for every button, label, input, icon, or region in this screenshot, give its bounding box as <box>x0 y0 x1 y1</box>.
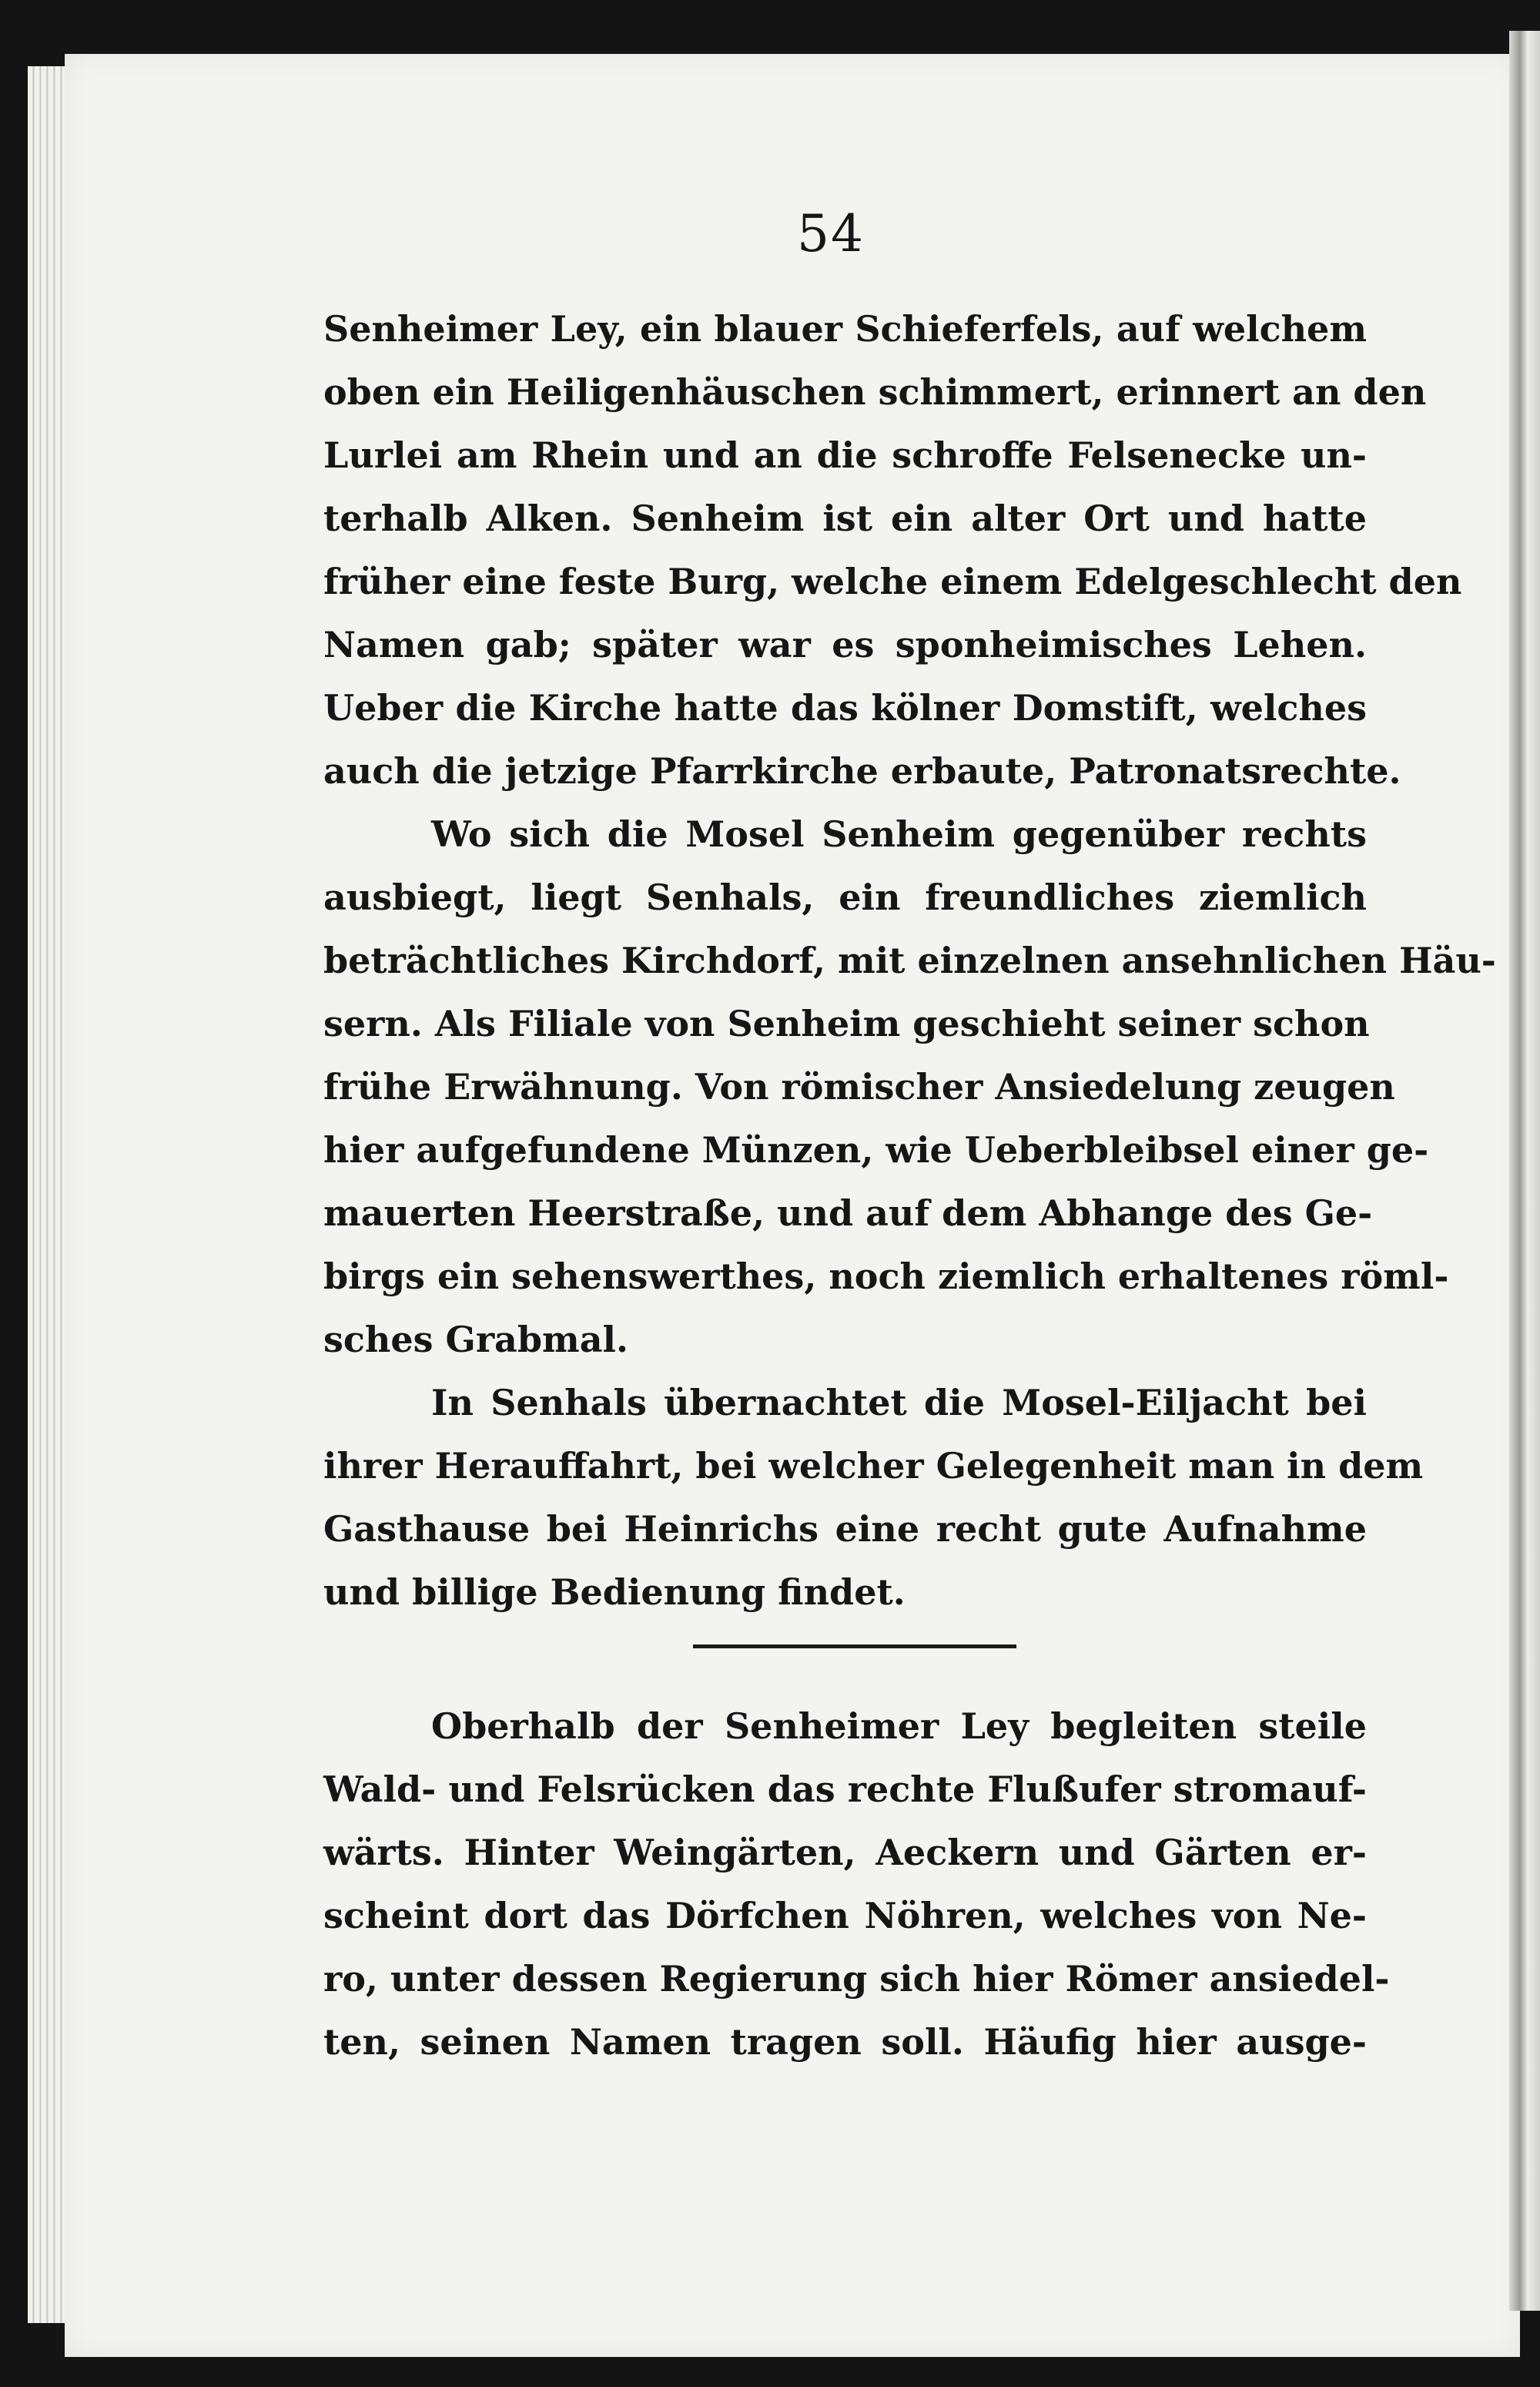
text-line: Wo sich die Mosel Senheim gegenüber rechts <box>431 813 1367 855</box>
text-line: sern. Als Filiale von Senheim geschieht seiner schon <box>323 1003 1370 1044</box>
text-line: Lurlei am Rhein und an die schroffe Felsenecke un- <box>323 434 1367 476</box>
text-line: mauerten Heerstraße, und auf dem Abhange des Ge- <box>323 1192 1373 1234</box>
text-line: Namen gab; später war es sponheimisches Lehen. <box>323 624 1367 665</box>
text-line: oben ein Heiligenhäuschen schimmert, erinnert an den <box>323 371 1427 413</box>
paragraph-4 <box>323 1695 1390 2074</box>
page-stack-edges <box>28 66 69 2323</box>
text-line: beträchtliches Kirchdorf, mit einzelnen ansehnlichen Häu- <box>323 940 1496 981</box>
text-line: früher eine feste Burg, welche einem Edelgeschlecht den <box>323 561 1462 602</box>
text-line: In Senhals übernachtet die Mosel-Eiljacht bei <box>431 1382 1367 1423</box>
text-line: Ueber die Kirche hatte das kölner Domstift, welches <box>323 687 1367 729</box>
page-number: 54 <box>797 204 865 263</box>
text-line: scheint dort das Dörfchen Nöhren, welches von Ne- <box>323 1895 1367 1936</box>
text-line: hier aufgefundene Münzen, wie Ueberbleibsel einer ge- <box>323 1129 1429 1171</box>
adjacent-page-edge <box>1509 31 1540 2311</box>
text-line: ausbiegt, liegt Senhals, ein freundliches ziemlich <box>323 877 1367 918</box>
text-line: sches Grabmal. <box>323 1319 628 1360</box>
paragraph-3 <box>323 1371 1424 1624</box>
text-line: und billige Bedienung findet. <box>323 1571 906 1613</box>
text-line: Wald- und Felsrücken das rechte Flußufer stromauf- <box>323 1768 1367 1810</box>
paragraph-2 <box>323 803 1496 1371</box>
paragraph-1 <box>323 297 1462 803</box>
text-line: ten, seinen Namen tragen soll. Häufig hier ausge- <box>323 2021 1367 2063</box>
section-divider <box>693 1644 1016 1648</box>
text-line: Senheimer Ley, ein blauer Schieferfels, auf welchem <box>323 308 1367 350</box>
text-line: auch die jetzige Pfarrkirche erbaute, Patronatsrechte. <box>323 750 1401 792</box>
text-line: birgs ein sehenswerthes, noch ziemlich erhaltenes röml- <box>323 1256 1449 1297</box>
text-line: Oberhalb der Senheimer Ley begleiten steile <box>431 1705 1367 1747</box>
text-line: terhalb Alken. Senheim ist ein alter Ort und hatte <box>323 498 1367 539</box>
text-line: wärts. Hinter Weingärten, Aeckern und Gärten er- <box>323 1832 1367 1873</box>
text-line: ihrer Herauffahrt, bei welcher Gelegenheit man in dem <box>323 1445 1424 1487</box>
text-line: Gasthause bei Heinrichs eine recht gute Aufnahme <box>323 1508 1367 1550</box>
text-line: ro, unter dessen Regierung sich hier Römer ansiedel- <box>323 1958 1390 2000</box>
text-line: frühe Erwähnung. Von römischer Ansiedelung zeugen <box>323 1066 1395 1108</box>
